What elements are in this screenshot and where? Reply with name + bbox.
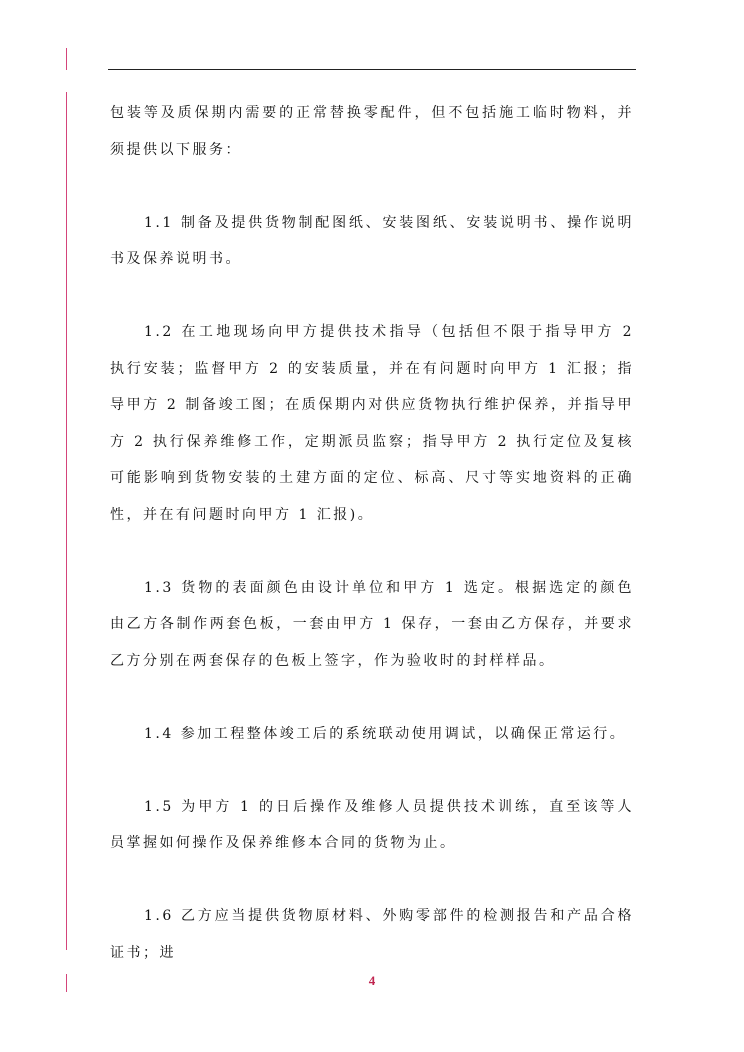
paragraph-gap [110,752,634,789]
paragraph-1-5: 1.5 为甲方 1 的日后操作及维修人员提供技术训练，直至该等人员掌握如何操作及保养维修本合同的货物为止。 [110,798,634,851]
paragraph-1-3: 1.3 货物的表面颜色由设计单位和甲方 1 选定。根据选定的颜色由乙方各制作两套色板，一套由甲方 1 保存，一套由乙方保存，并要求乙方分别在两套保存的色板上签字，作为验收时的封样样品。 [110,579,634,669]
page-number: 4 [368,973,376,988]
body-text [110,95,634,971]
paragraph-1-4: 1.4 参加工程整体竣工后的系统联动使用调试，以确保正常运行。 [144,725,627,742]
paragraph-gap [110,862,634,899]
margin-mark-top [66,48,67,70]
margin-mark-body [66,92,67,950]
paragraph-1-1: 1.1 制备及提供货物制配图纸、安装图纸、安装说明书、操作说明书及保养说明书。 [110,214,634,267]
paragraph-continuation: 包装等及质保期内需要的正常替换零配件，但不包括施工临时物料，并须提供以下服务： [110,105,634,158]
paragraph-gap [110,679,634,716]
paragraph-1-6: 1.6 乙方应当提供货物原材料、外购零部件的检测报告和产品合格证书；进 [110,908,634,961]
paragraph-gap [110,533,634,570]
header-rule [108,69,636,70]
paragraph-gap [110,278,634,315]
paragraph-1-2: 1.2 在工地现场向甲方提供技术指导（包括但不限于指导甲方 2 执行安装；监督甲方 2 的安装质量，并在有问题时向甲方 1 汇报；指导甲方 2 制备竣工图；在质保期内对供应货物执行维护保养，并指导甲方 2 执行保养维修工作，定期派员监察；指导甲方 2 执行定位及复核可能影响到货物安装的土建方面的定位、标高、尺寸等实地资料的正确性，并在有问题时向甲方 1 汇报)。 [110,324,634,523]
paragraph-gap [110,168,634,205]
